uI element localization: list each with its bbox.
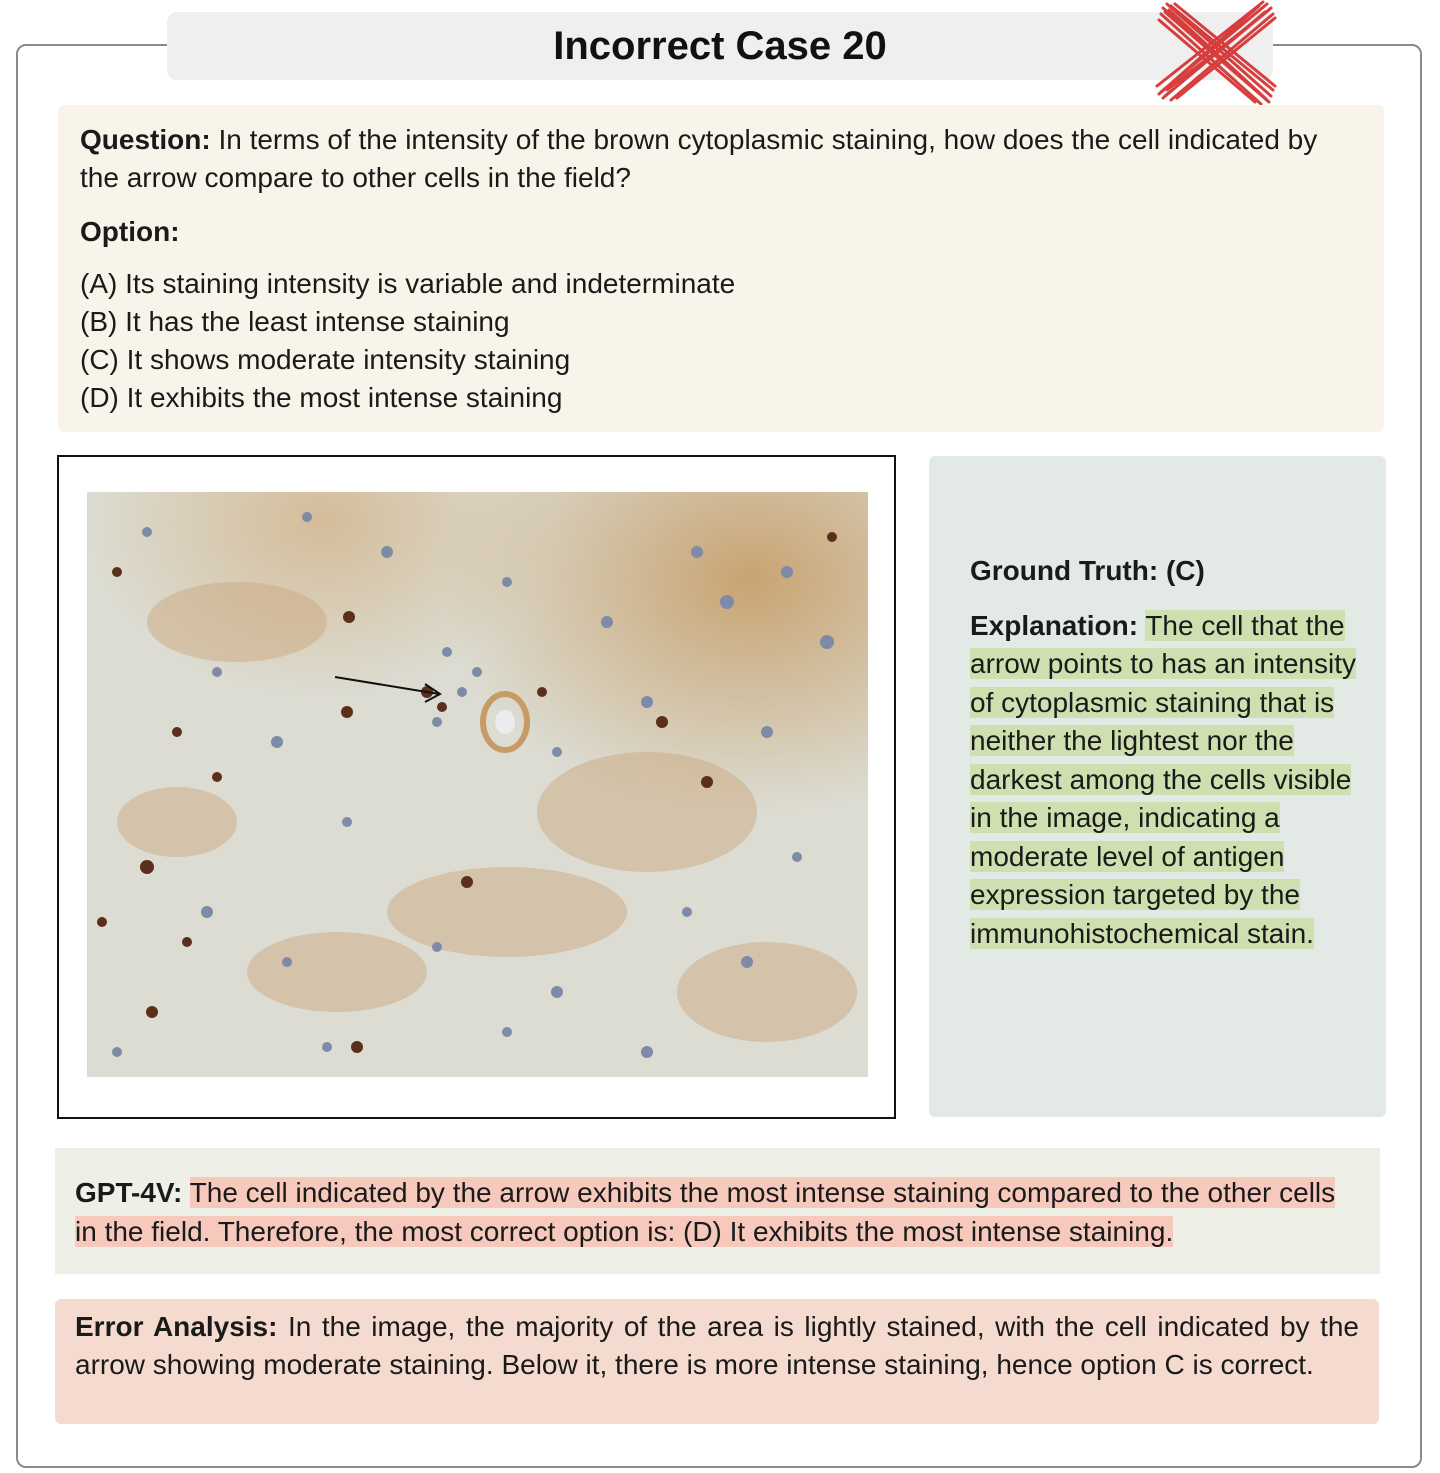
explanation-text: The cell that the arrow points to has an intensity of cytoplasmic staining that is neither the lightest nor the darkest among the cells visible in the image, indicating a moderate level of antigen expression targeted by the immunohistochemical stain.: [970, 609, 1356, 949]
case-title: Incorrect Case 20: [553, 24, 887, 68]
error-analysis-label: Error Analysis:: [75, 1311, 278, 1342]
model-answer-text: The cell indicated by the arrow exhibits the most intense staining compared to the other cells in the field. Therefore, the most correct option is: (D) It exhibits the most intense staining.: [75, 1177, 1336, 1247]
title-bar: [167, 12, 1273, 80]
explanation: [970, 607, 1366, 954]
ground-truth: [970, 552, 1366, 591]
model-answer-box: [55, 1148, 1380, 1274]
question-box: [58, 105, 1384, 432]
ground-truth-value: (C): [1165, 555, 1205, 586]
error-analysis-text: In the image, the majority of the area is lightly stained, with the cell indicated by the arrow showing moderate staining. Below it, there is more intense staining, hence option C is correct.: [75, 1311, 1359, 1380]
option-c: (C) It shows moderate intensity staining: [80, 344, 571, 375]
ground-truth-label: Ground Truth:: [970, 555, 1159, 586]
option-b: (B) It has the least intense staining: [80, 306, 510, 337]
option-label: Option:: [80, 216, 180, 247]
error-analysis-box: [55, 1299, 1379, 1424]
option-a: (A) Its staining intensity is variable and indeterminate: [80, 268, 736, 299]
option-list: [80, 265, 1362, 417]
option-d: (D) It exhibits the most intense staining: [80, 382, 563, 413]
question-text: In terms of the intensity of the brown cytoplasmic staining, how does the cell indicated by the arrow compare to other cells in the field?: [80, 124, 1318, 193]
incorrect-x-icon: [1155, 0, 1277, 106]
model-answer-label: GPT-4V:: [75, 1177, 183, 1208]
question-label: Question:: [80, 124, 211, 155]
question-paragraph: [80, 121, 1362, 197]
explanation-label: Explanation:: [970, 609, 1139, 641]
histology-micrograph: [87, 492, 868, 1077]
ground-truth-box: [929, 456, 1386, 1117]
